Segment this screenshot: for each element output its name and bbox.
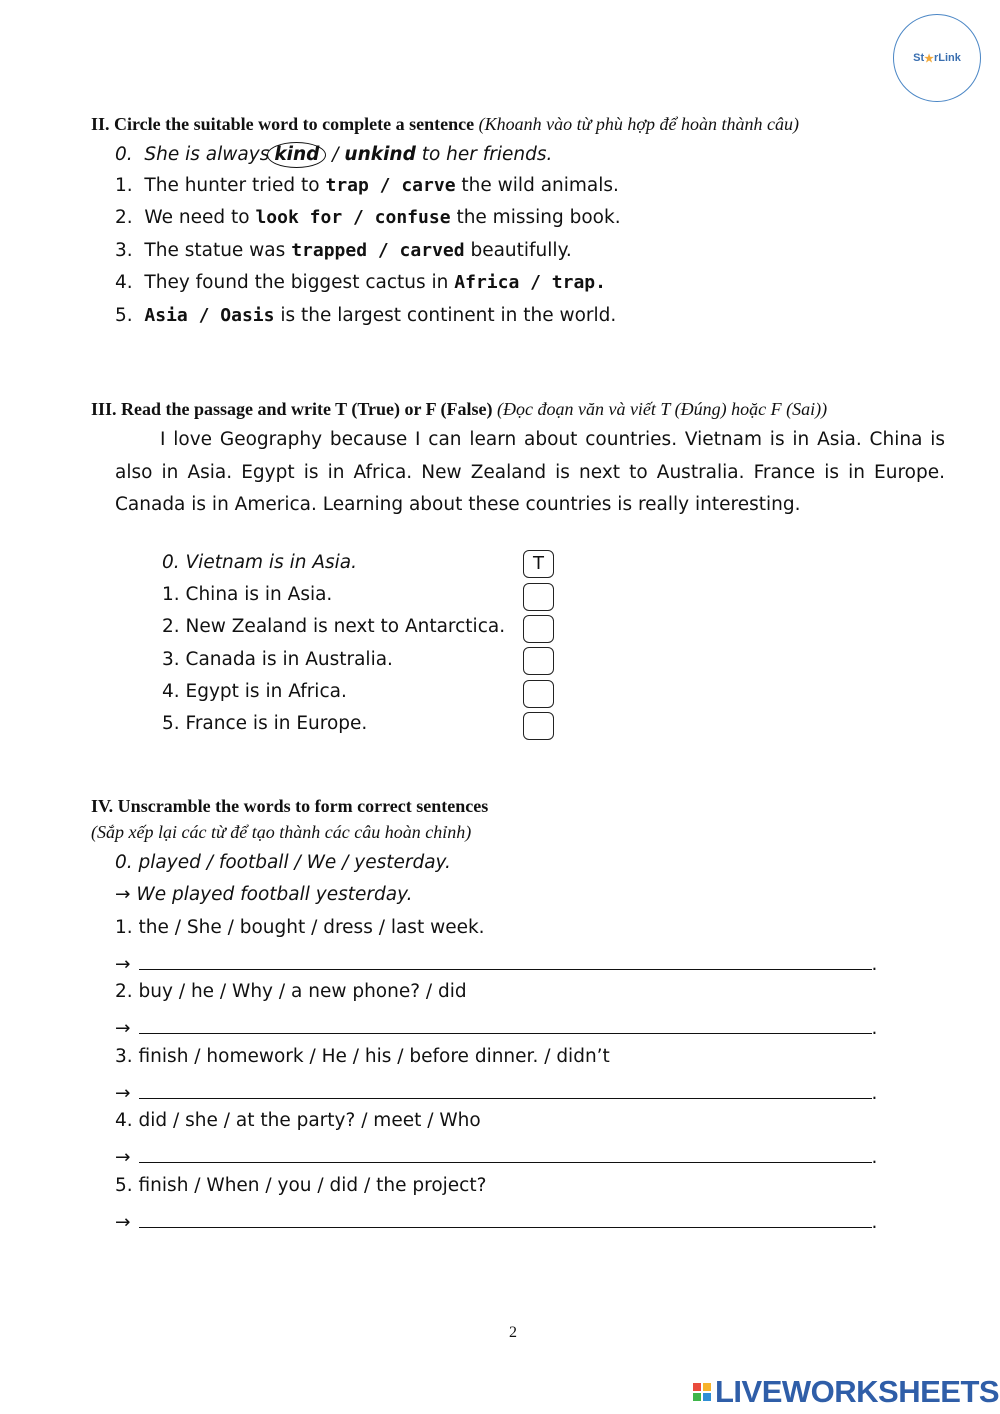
answer-box-5[interactable] — [523, 712, 554, 740]
answer-blank-1[interactable] — [139, 949, 872, 970]
section4-item-2-answer: → . — [115, 1013, 877, 1039]
section4-heading — [91, 796, 488, 817]
section2-item-5: 5. Asia / Oasis is the largest continent in the world. — [115, 305, 617, 326]
section4-title: IV. Unscramble the words to form correct sentences — [91, 796, 489, 816]
statement-5: 5. France is in Europe. — [162, 713, 368, 734]
section4-example-answer: → We played football yesterday. — [115, 884, 413, 905]
section4-subtitle: (Sắp xếp lại các từ để tạo thành các câu hoàn chỉnh) — [91, 822, 472, 842]
section4-example-prompt: 0. played / football / We / yesterday. — [115, 852, 451, 873]
answer-blank-4[interactable] — [139, 1142, 872, 1163]
section4-item-1-answer: → . — [115, 949, 877, 975]
section4-item-4-answer: → . — [115, 1142, 877, 1168]
answer-blank-3[interactable] — [139, 1078, 872, 1099]
answer-box-3[interactable] — [523, 647, 554, 675]
section2-heading — [91, 114, 799, 135]
page-number: 2 — [509, 1324, 517, 1341]
statement-0: 0. Vietnam is in Asia. — [162, 552, 357, 573]
section4-item-5-answer: → . — [115, 1207, 877, 1233]
word-options[interactable]: Africa / trap. — [454, 272, 606, 293]
starlink-logo — [893, 14, 981, 102]
answer-box-1[interactable] — [523, 583, 554, 611]
answer-box-2[interactable] — [523, 615, 554, 643]
section4-item-4-prompt: 4. did / she / at the party? / meet / Who — [115, 1110, 481, 1131]
arrow-right-icon: → — [115, 1083, 131, 1104]
section2-item-2: 2. We need to look for / confuse the missing book. — [115, 207, 621, 228]
section4-item-1-prompt: 1. the / She / bought / dress / last week. — [115, 917, 485, 938]
word-options[interactable]: Asia / Oasis — [144, 305, 275, 326]
section2-subtitle: (Khoanh vào từ phù hợp để hoàn thành câu) — [478, 114, 799, 134]
section4-subheading — [91, 822, 471, 843]
statement-3: 3. Canada is in Australia. — [162, 649, 393, 670]
section4-item-3-prompt: 3. finish / homework / He / his / before dinner. / didn’t — [115, 1046, 610, 1067]
answer-blank-5[interactable] — [139, 1207, 872, 1228]
liveworksheets-icon — [693, 1383, 711, 1401]
reading-passage: I love Geography because I can learn about countries. Vietnam is in Asia. China is also in Asia. Egypt is in Africa. New Zealand is next to Australia. France is in Europe. Canada is in America. Learning about these countries is really interesting. — [115, 429, 945, 515]
section2-item-4: 4. They found the biggest cactus in Africa / trap. — [115, 272, 606, 293]
section4-item-3-answer: → . — [115, 1078, 877, 1104]
liveworksheets-logo[interactable] — [693, 1374, 999, 1410]
statement-1: 1. China is in Asia. — [162, 584, 333, 605]
arrow-right-icon: → — [115, 1147, 131, 1168]
star-icon: ★ — [924, 52, 934, 65]
arrow-right-icon: → — [115, 954, 131, 975]
section4-item-5-prompt: 5. finish / When / you / did / the project? — [115, 1175, 487, 1196]
word-options[interactable]: trap / carve — [325, 175, 456, 196]
word-options[interactable]: trapped / carved — [291, 240, 465, 261]
arrow-right-icon: → — [115, 1018, 131, 1039]
word-options[interactable]: look for / confuse — [255, 207, 451, 228]
section3-heading — [91, 399, 827, 420]
logo-text-start: St — [913, 52, 925, 64]
section4-item-2-prompt: 2. buy / he / Why / a new phone? / did — [115, 981, 467, 1002]
logo-text-end: rLink — [933, 52, 961, 64]
section2-item-3: 3. The statue was trapped / carved beautifully. — [115, 240, 572, 261]
answer-box-4[interactable] — [523, 680, 554, 708]
section2-title: II. Circle the suitable word to complete a sentence — [91, 114, 475, 134]
statement-4: 4. Egypt is in Africa. — [162, 681, 347, 702]
liveworksheets-text: LIVEWORKSHEETS — [715, 1374, 1000, 1409]
statement-2: 2. New Zealand is next to Antarctica. — [162, 616, 506, 637]
section3-subtitle: (Đọc đoạn văn và viết T (Đúng) hoặc F (Sai)) — [496, 399, 828, 419]
answer-blank-2[interactable] — [139, 1013, 872, 1034]
circled-answer: kind — [267, 142, 326, 168]
answer-box-0[interactable]: T — [523, 550, 554, 578]
arrow-right-icon: → — [115, 1212, 131, 1233]
section2-item-1: 1. The hunter tried to trap / carve the wild animals. — [115, 175, 619, 196]
arrow-right-icon: → — [115, 884, 131, 905]
section2-example: 0. She is always kind / unkind to her friends. — [115, 142, 552, 168]
section3-title: III. Read the passage and write T (True) or F (False) — [91, 399, 493, 419]
